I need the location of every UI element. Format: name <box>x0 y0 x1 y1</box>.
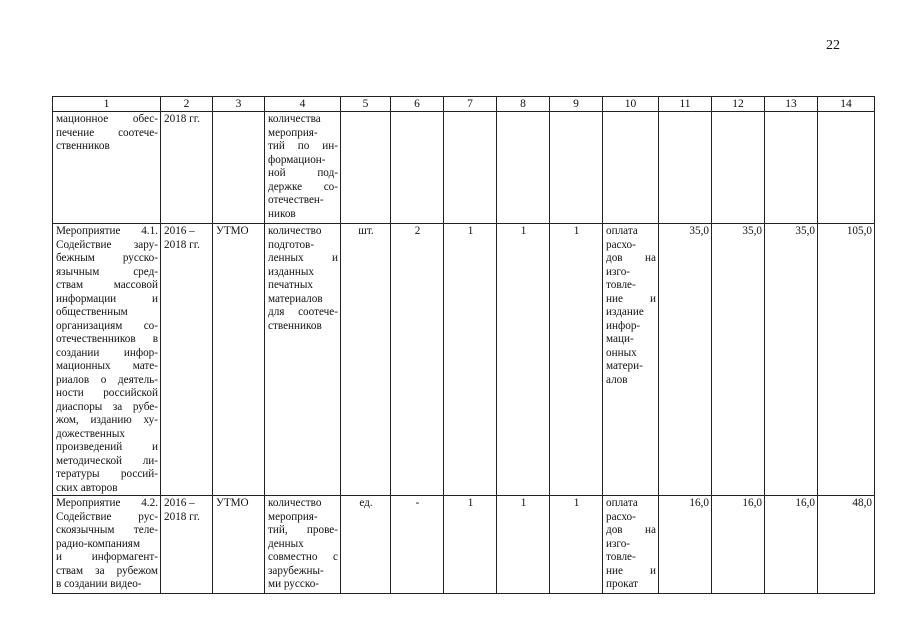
cell-indicator <box>265 496 341 594</box>
cell-text-line: алов <box>606 373 628 386</box>
cell-text-line: радио-компаниям <box>56 537 141 550</box>
cell-text-line: и информагент- <box>56 551 158 563</box>
cell-text-line: товле- <box>606 551 636 563</box>
cell-text-line: прокат <box>606 578 639 590</box>
cell-text-line: ских авторов <box>56 481 118 494</box>
table-header-row <box>53 97 875 112</box>
cell-amount-total: 105,0 <box>818 224 875 496</box>
cell-text-line: зарубежны- <box>268 564 324 577</box>
cell-text-line: 2018 гг. <box>164 510 200 523</box>
cell-amount-col12: 16,0 <box>712 496 765 594</box>
cell-text-line: дов на <box>606 524 656 536</box>
cell-text-line: произведений и <box>56 441 158 453</box>
cell-text-line: печатных <box>268 279 313 291</box>
cell-value-col9: 1 <box>550 496 603 594</box>
cell-text-line: УТМО <box>216 225 249 237</box>
cell-unit <box>341 112 391 224</box>
cell-amount-col12: 35,0 <box>712 224 765 496</box>
cell-value-col8: 1 <box>497 496 550 594</box>
column-header: 3 <box>213 97 265 112</box>
cell-text-line: Мероприятие 4.1. <box>56 225 158 237</box>
table-row <box>53 112 875 224</box>
cell-text-line: жом, изданию ху- <box>56 414 158 426</box>
column-header: 11 <box>659 97 712 112</box>
cell-value-col9 <box>550 112 603 224</box>
cell-text-line: отечествен- <box>268 194 324 206</box>
cell-amount-col13: 16,0 <box>765 496 818 594</box>
cell-value-col7: 1 <box>444 496 497 594</box>
cell-value-col8: 1 <box>497 224 550 496</box>
cell-text-line: ности российской <box>56 387 158 399</box>
cell-text-line: денных <box>268 537 304 550</box>
cell-text-line: количество <box>268 225 322 237</box>
cell-event-name <box>53 112 161 224</box>
cell-event-name <box>53 224 161 496</box>
cell-text-line: ленных и <box>268 252 338 264</box>
cell-text-line: маци- <box>606 333 634 345</box>
cell-text-line: держке со- <box>268 180 338 193</box>
cell-value-col9: 1 <box>550 224 603 496</box>
cell-text-line: организациям со- <box>56 319 158 332</box>
cell-text-line: информации и <box>56 292 158 305</box>
cell-expense-description <box>603 496 659 594</box>
cell-amount-col11 <box>659 112 712 224</box>
cell-text-line: ственников <box>56 140 110 152</box>
cell-text-line: количества <box>268 113 321 125</box>
cell-text-line: инфор- <box>606 319 641 332</box>
cell-text-line: методической ли- <box>56 454 158 467</box>
cell-text-line: 2018 гг. <box>164 238 200 251</box>
cell-text-line: отечественников в <box>56 333 158 345</box>
cell-text-line: матери- <box>606 360 643 372</box>
cell-text-line: ствам массовой <box>56 279 158 291</box>
cell-amount-col12 <box>712 112 765 224</box>
column-header: 9 <box>550 97 603 112</box>
cell-amount-col11: 16,0 <box>659 496 712 594</box>
cell-period <box>161 224 213 496</box>
cell-text-line: тий по ин- <box>268 140 338 152</box>
cell-text-line: мероприя- <box>268 510 318 523</box>
column-header: 4 <box>265 97 341 112</box>
cell-text-line: совместно с <box>268 551 338 563</box>
cell-text-line: ми русско- <box>268 578 320 590</box>
table-row <box>53 224 875 496</box>
cell-text-line: изго- <box>606 537 631 550</box>
column-header: 12 <box>712 97 765 112</box>
cell-executor <box>213 224 265 496</box>
cell-text-line: изданных <box>268 265 314 278</box>
cell-text-line: для соотече- <box>268 306 338 318</box>
cell-text-line: общественным <box>56 306 128 318</box>
cell-text-line: оплата <box>606 225 638 237</box>
cell-text-line: печение соотече- <box>56 126 158 139</box>
cell-unit: ед. <box>341 496 391 594</box>
cell-indicator <box>265 224 341 496</box>
column-header: 13 <box>765 97 818 112</box>
cell-text-line: УТМО <box>216 497 249 509</box>
cell-text-line: оплата <box>606 497 638 509</box>
cell-amount-total: 48,0 <box>818 496 875 594</box>
cell-amount-col11: 35,0 <box>659 224 712 496</box>
cell-value-col7: 1 <box>444 224 497 496</box>
cell-event-name <box>53 496 161 594</box>
cell-value-2016: 2 <box>391 224 444 496</box>
cell-unit: шт. <box>341 224 391 496</box>
column-header: 6 <box>391 97 444 112</box>
cell-text-line: скоязычным теле- <box>56 524 158 536</box>
cell-text-line: в создании видео- <box>56 578 142 590</box>
column-header: 14 <box>818 97 875 112</box>
cell-amount-total <box>818 112 875 224</box>
cell-text-line: товле- <box>606 279 636 291</box>
cell-text-line: расхо- <box>606 510 636 523</box>
cell-value-col7 <box>444 112 497 224</box>
cell-text-line: издание <box>606 306 644 318</box>
cell-text-line: онных <box>606 346 637 359</box>
cell-text-line: тературы россий- <box>56 468 158 480</box>
cell-executor <box>213 112 265 224</box>
cell-text-line: ственников <box>268 319 322 332</box>
cell-text-line: мероприя- <box>268 126 318 139</box>
cell-indicator <box>265 112 341 224</box>
column-header: 2 <box>161 97 213 112</box>
column-header: 7 <box>444 97 497 112</box>
column-header: 1 <box>53 97 161 112</box>
cell-value-col8 <box>497 112 550 224</box>
column-header: 8 <box>497 97 550 112</box>
cell-text-line: дожественных <box>56 427 125 440</box>
document-table <box>52 96 875 594</box>
cell-text-line: 2016 – <box>164 497 195 509</box>
cell-text-line: подготов- <box>268 238 315 251</box>
cell-text-line: тий, прове- <box>268 524 338 536</box>
cell-text-line: изго- <box>606 265 631 278</box>
cell-text-line: ной под- <box>268 167 338 179</box>
cell-period <box>161 496 213 594</box>
table-row <box>53 496 875 594</box>
cell-text-line: ние и <box>606 564 656 577</box>
cell-expense-description <box>603 224 659 496</box>
cell-text-line: количество <box>268 497 322 509</box>
cell-text-line: Мероприятие 4.2. <box>56 497 158 509</box>
cell-text-line: ние и <box>606 292 656 305</box>
cell-text-line: Содействие зару- <box>56 238 158 251</box>
cell-text-line: бежным русско- <box>56 252 158 264</box>
cell-executor <box>213 496 265 594</box>
page-number: 22 <box>826 38 840 53</box>
cell-text-line: 2016 – <box>164 225 195 237</box>
cell-text-line: мационных мате- <box>56 360 158 372</box>
cell-text-line: расхо- <box>606 238 636 251</box>
cell-text-line: создании инфор- <box>56 346 158 359</box>
cell-text-line: мационное обес- <box>56 113 158 125</box>
cell-expense-description <box>603 112 659 224</box>
cell-value-2016: - <box>391 496 444 594</box>
cell-text-line: язычным сред- <box>56 265 158 278</box>
column-header: 5 <box>341 97 391 112</box>
cell-text-line: 2018 гг. <box>164 113 200 125</box>
cell-text-line: формацион- <box>268 153 326 166</box>
column-header: 10 <box>603 97 659 112</box>
cell-text-line: Содействие рус- <box>56 510 158 523</box>
cell-amount-col13: 35,0 <box>765 224 818 496</box>
cell-amount-col13 <box>765 112 818 224</box>
cell-text-line: ников <box>268 207 296 220</box>
cell-text-line: диаспоры за рубе- <box>56 400 158 413</box>
cell-period <box>161 112 213 224</box>
cell-text-line: риалов о деятель- <box>56 373 158 386</box>
cell-value-2016 <box>391 112 444 224</box>
cell-text-line: материалов <box>268 292 323 305</box>
cell-text-line: дов на <box>606 252 656 264</box>
cell-text-line: ствам за рубежом <box>56 564 158 577</box>
